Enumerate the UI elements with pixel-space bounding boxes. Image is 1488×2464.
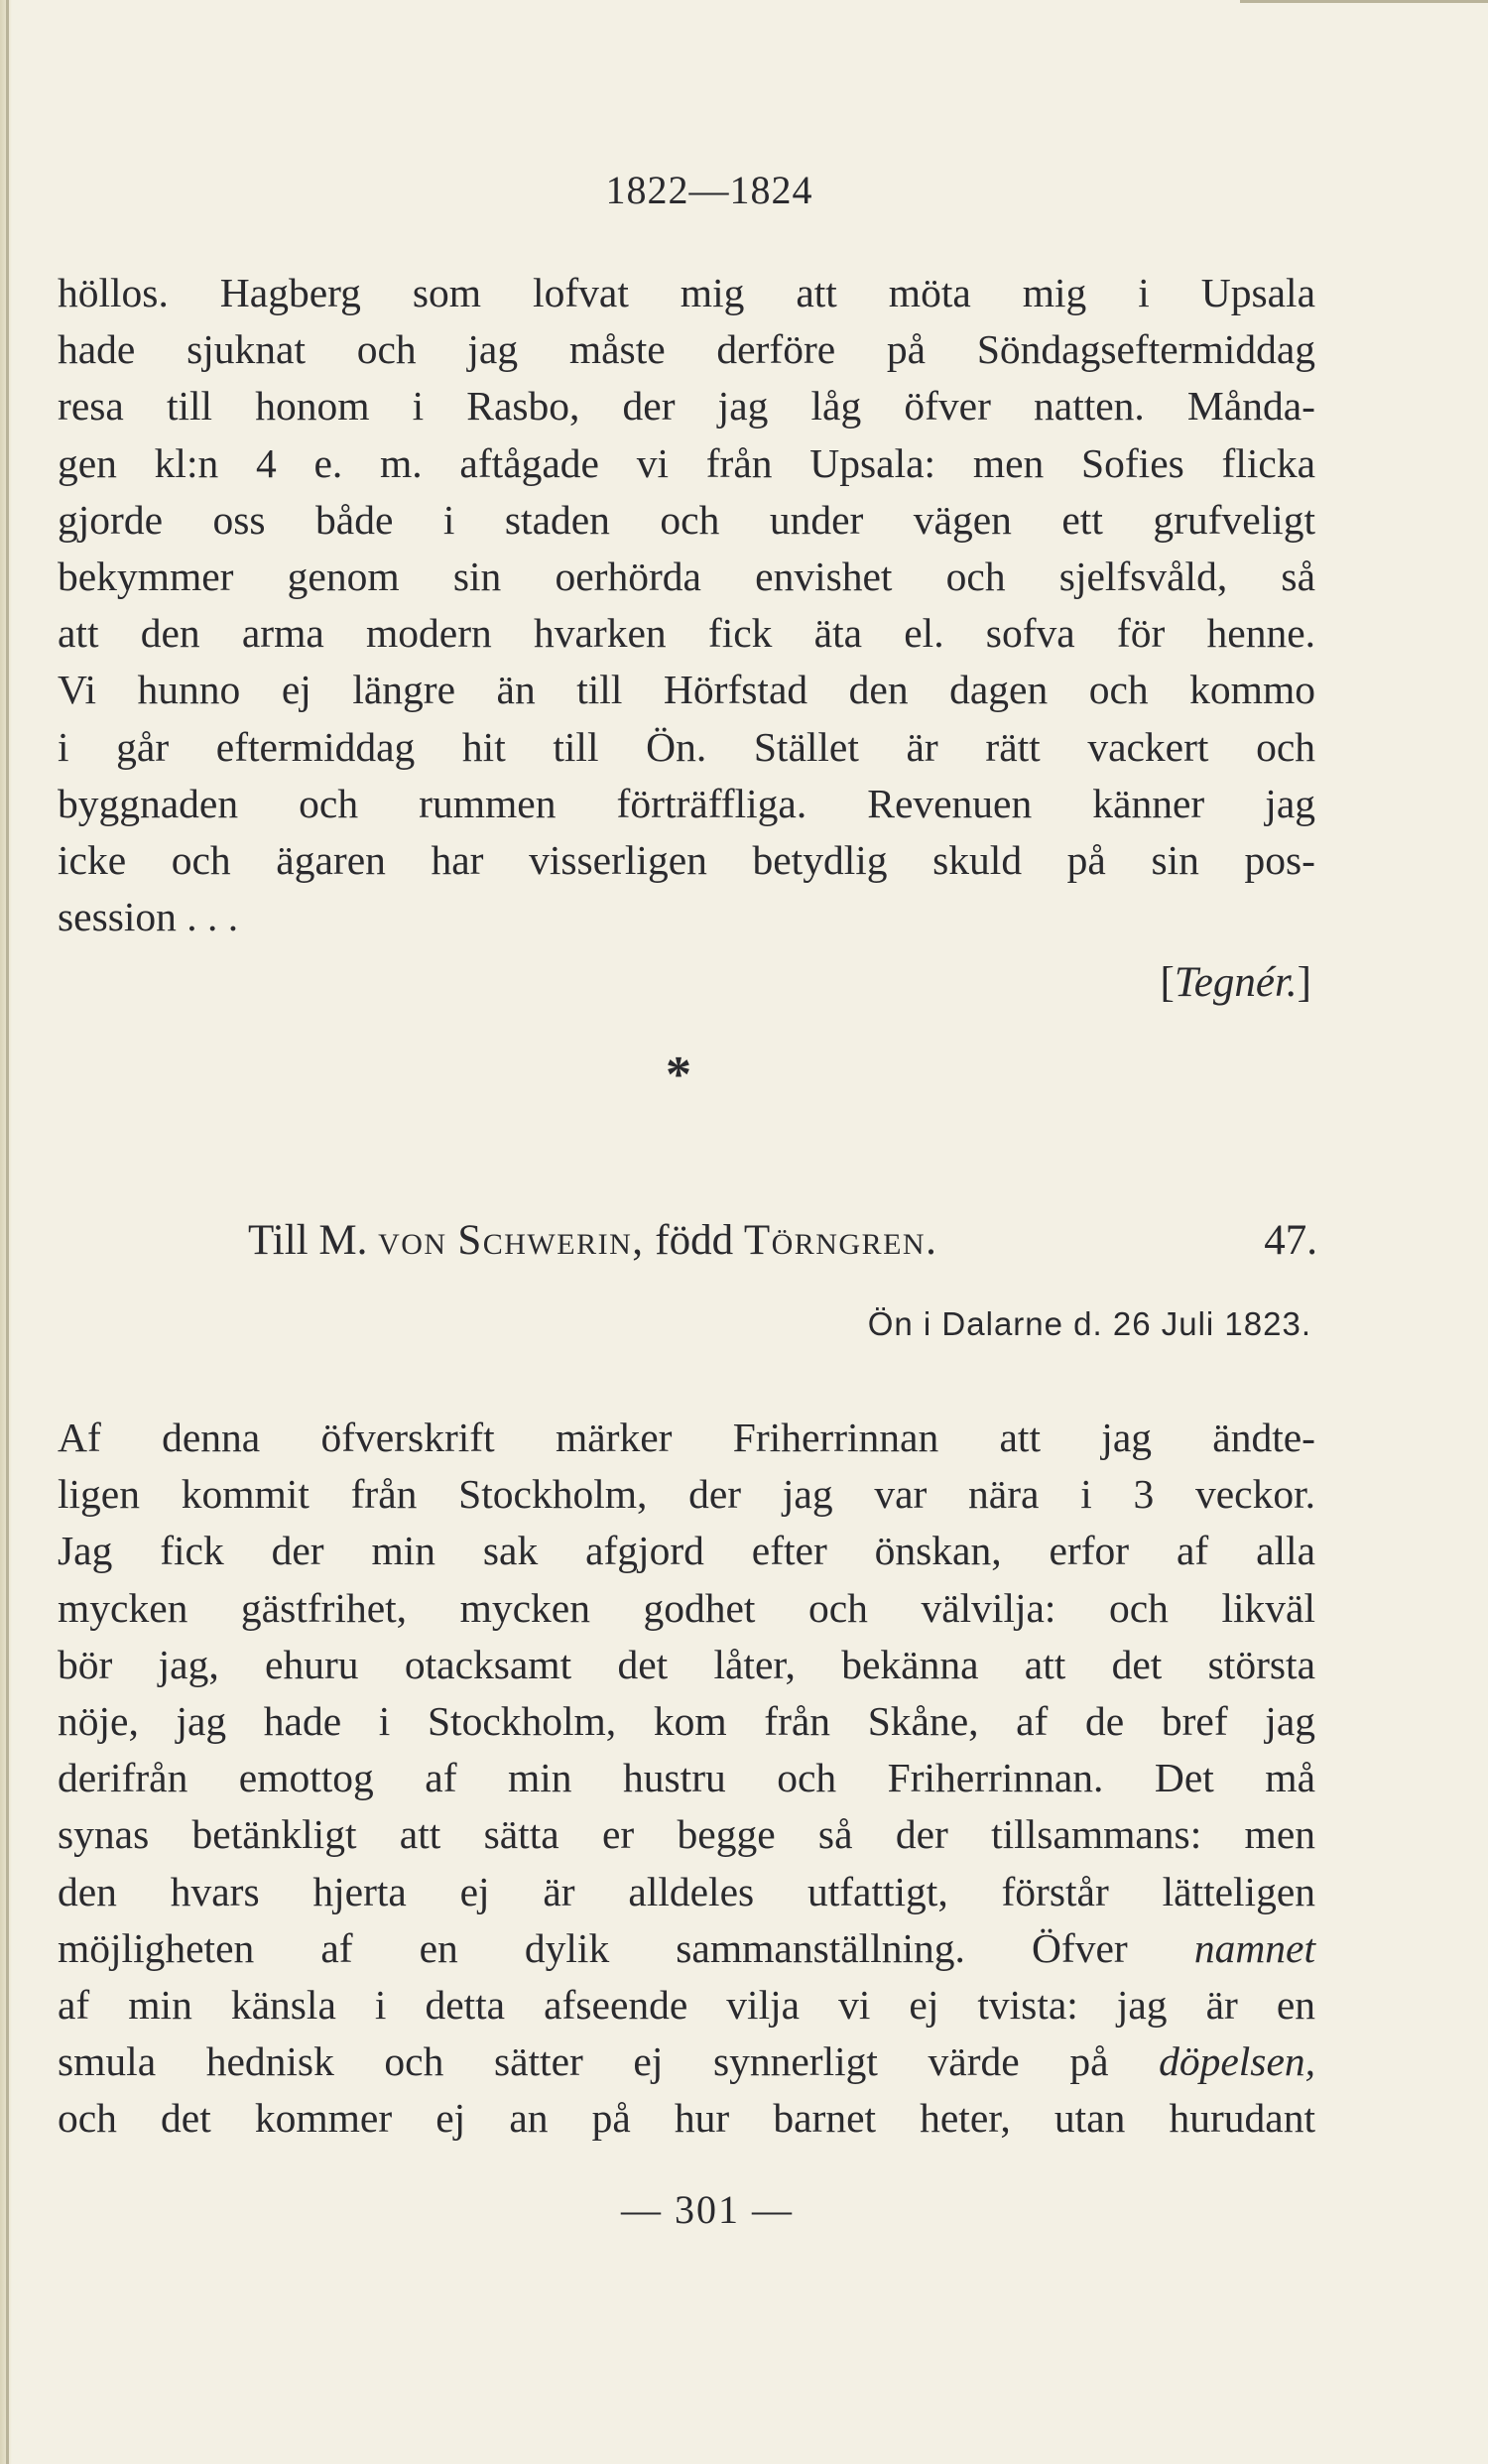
text-line: Jag fick der min sak afgjord efter önskan, erfor af alla [58,1528,1315,1574]
text-line: mycken gästfrihet, mycken godhet och välvilja: och likväl [58,1584,1315,1631]
italic-word: döpelsen, [1159,2038,1316,2085]
text-line: ligen kommit från Stockholm, der jag var nära i 3 veckor. [58,1471,1315,1518]
page-number: — 301 — [621,2187,794,2232]
section-asterism: * [666,1047,691,1103]
page-binding-line [6,0,9,2464]
text-line: synas betänkligt att sätta er begge så der tillsammans: men [58,1811,1315,1858]
text-line: session . . . [58,894,239,940]
text-line: hade sjuknat och jag måste derföre på Söndagseftermiddag [58,326,1315,373]
text-line [58,2033,1315,2090]
letter-continuation-text [58,265,1315,945]
text-line: icke och ägaren har visserligen betydlig skuld på sin pos- [58,837,1315,884]
signature [1160,958,1311,1007]
text-line: Af denna öfverskrift märker Friherrinnan att jag ändte- [58,1415,1315,1460]
text-line: den hvars hjerta ej är alldeles utfattigt, förstår lätteligen [58,1868,1315,1914]
text-segment: smula hednisk och sätter ej synnerligt värde på [58,2038,1109,2085]
text-line: bekymmer genom sin oerhörda envishet och sjelfsvåld, så [58,554,1315,600]
text-line: Vi hunno ej längre än till Hörfstad den dagen och kommo [58,667,1315,713]
letter-number: 47. [1264,1217,1317,1264]
text-line: i går eftermiddag hit till Ön. Stället är rätt vackert och [58,723,1315,770]
text-line: resa till honom i Rasbo, der jag låg öfver natten. Månda- [58,383,1315,430]
recipient-von: von [378,1217,447,1264]
running-head: 1822—1824 [605,168,813,212]
recipient-surname: Schwerin, [457,1217,645,1264]
letter-heading [248,1216,1317,1265]
recipient-fodd: född [655,1217,734,1264]
letter-body-text [58,1410,1315,2148]
recipient-maiden-name: Törngren. [743,1217,938,1264]
italic-word: namnet [1193,1924,1315,1971]
text-line: derifrån emottog af min hustru och Friherrinnan. Det må [58,1755,1315,1801]
signature-close-bracket: ] [1297,959,1311,1006]
letter-recipient [248,1216,937,1265]
text-line: att den arma modern hvarken fick äta el. sofva för henne. [58,610,1315,657]
text-line [58,1920,1315,1977]
text-line: af min känsla i detta afseende vilja vi ej tvista: jag är en [58,1982,1315,2029]
signature-name: Tegnér. [1174,959,1298,1006]
text-line: gen kl:n 4 e. m. aftågade vi från Upsala: men Sofies flicka [58,439,1315,486]
text-segment: möjligheten af en dylik sammanställning. Öfver [58,1924,1128,1971]
text-line: byggnaden och rummen förträffliga. Revenuen känner jag [58,780,1315,826]
text-line: bör jag, ehuru otacksamt det låter, bekänna att det största [58,1641,1315,1687]
text-line: gjorde oss både i staden och under vägen ett grufveligt [58,496,1315,543]
signature-open-bracket: [ [1160,959,1175,1006]
text-line: nöje, jag hade i Stockholm, kom från Skåne, af de bref jag [58,1698,1315,1745]
top-edge-rule [1240,0,1488,3]
letter-dateline: Ön i Dalarne d. 26 Juli 1823. [867,1305,1311,1342]
recipient-till: Till M. [248,1217,368,1264]
text-line: och det kommer ej an på hur barnet heter, utan hurudant [58,2095,1315,2142]
text-line: höllos. Hagberg som lofvat mig att möta mig i Upsala [58,270,1315,315]
